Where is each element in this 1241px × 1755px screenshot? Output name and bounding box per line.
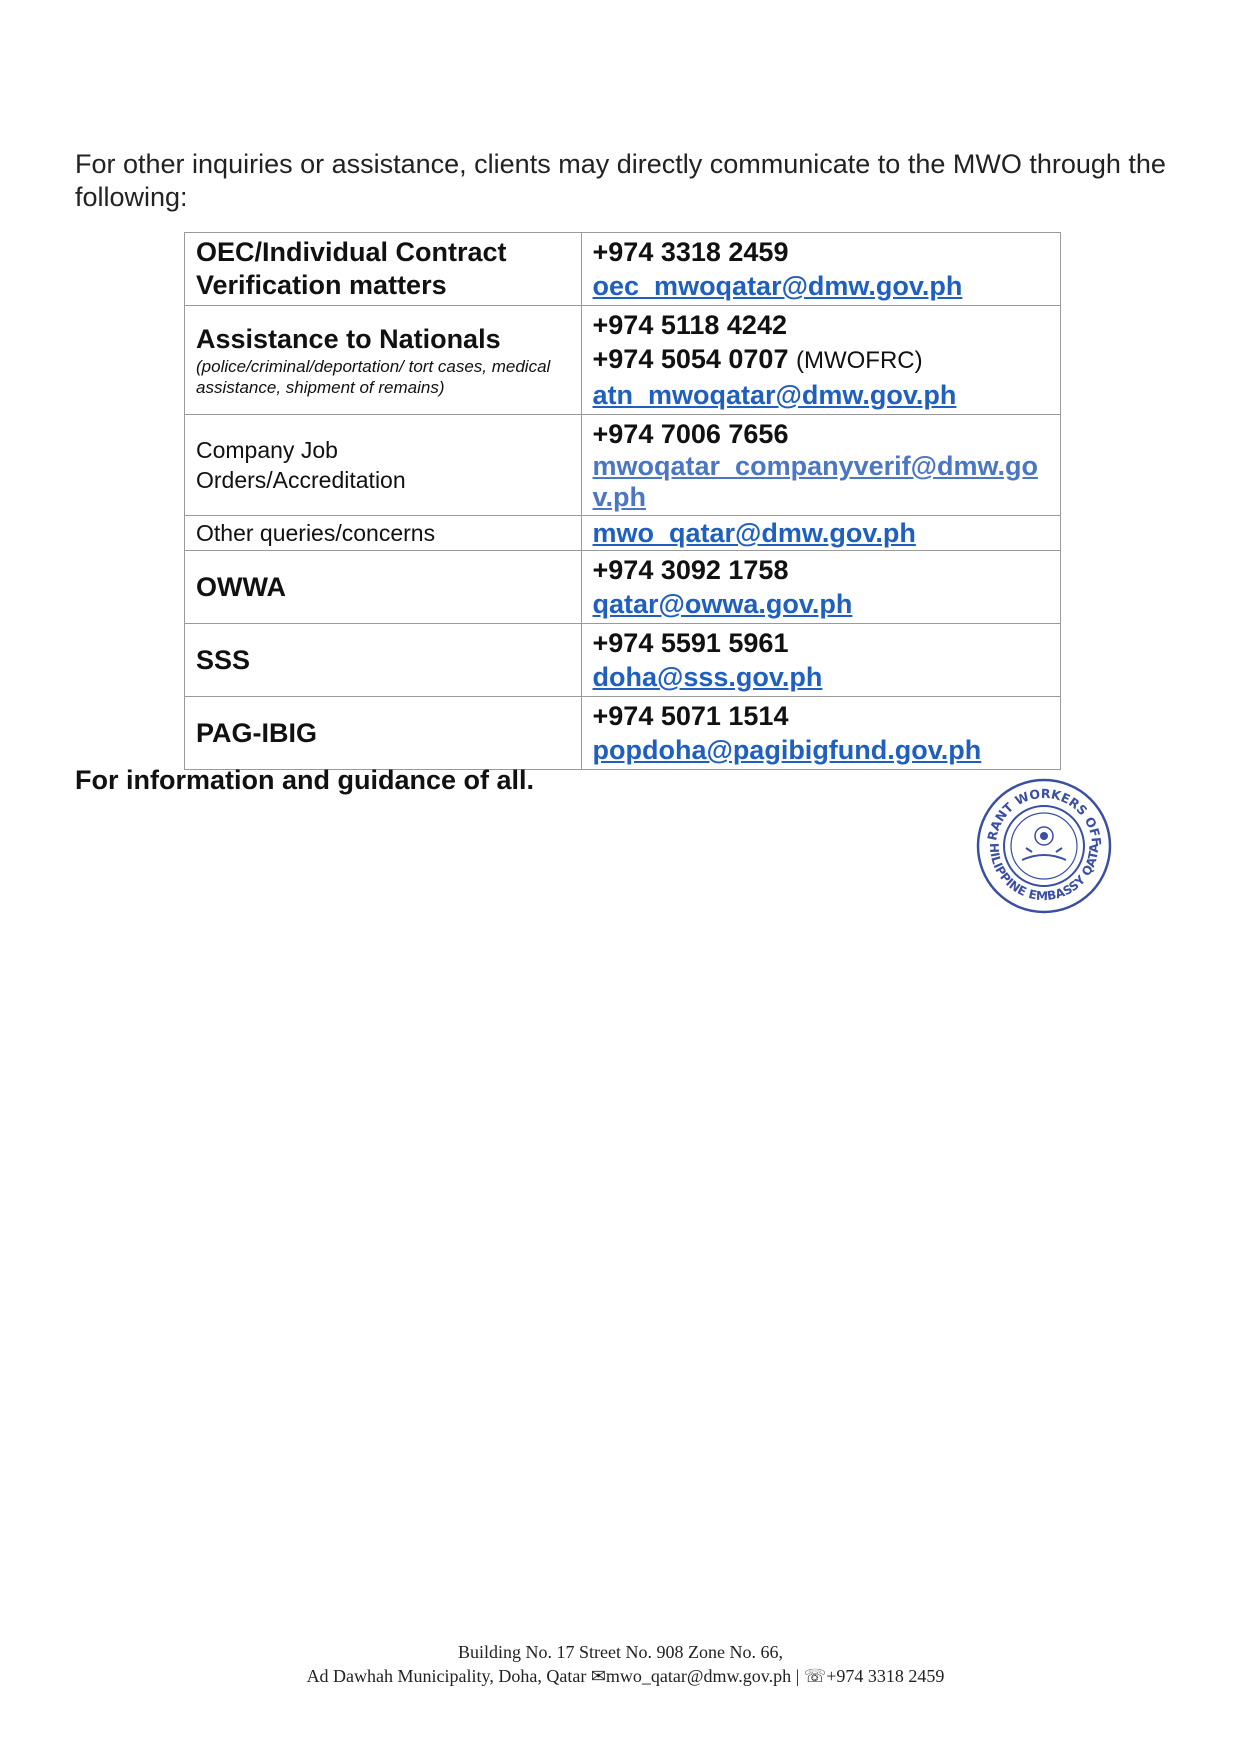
footer-address-line1: Building No. 17 Street No. 908 Zone No. 66, — [458, 1642, 783, 1662]
value-cell — [581, 697, 1060, 770]
email-link[interactable]: mwo_qatar@dmw.gov.ph — [592, 518, 916, 548]
row-label: SSS — [196, 644, 251, 675]
value-cell — [581, 415, 1060, 516]
seal-emblem-icon — [974, 776, 1114, 916]
row-label: Assistance to Nationals — [196, 323, 501, 354]
row-note: (police/criminal/deportation/ tort cases, medical assistance, shipment of remains) — [196, 356, 551, 397]
envelope-icon: ✉ — [590, 1666, 606, 1686]
label-cell — [185, 697, 582, 770]
phone-number-text: +974 5054 0707 — [592, 344, 789, 374]
label-cell — [185, 415, 582, 516]
table-row — [185, 415, 1061, 516]
value-cell — [581, 624, 1060, 697]
telephone-icon: ☏ — [803, 1666, 827, 1686]
label-cell — [185, 233, 582, 306]
phone-number — [593, 342, 1050, 378]
table-row — [185, 697, 1061, 770]
phone-number: +974 5118 4242 — [592, 310, 787, 340]
phone-number: +974 7006 7656 — [592, 419, 789, 449]
footer-email[interactable]: mwo_qatar@dmw.gov.ph — [605, 1666, 792, 1686]
phone-number: +974 3092 1758 — [592, 555, 789, 585]
row-label: OWWA — [196, 571, 286, 602]
value-cell — [581, 233, 1060, 306]
email-link[interactable]: popdoha@pagibigfund.gov.ph — [592, 735, 982, 765]
email-link[interactable]: atn_mwoqatar@dmw.gov.ph — [592, 380, 957, 410]
table-row — [185, 624, 1061, 697]
footer-separator: | — [795, 1666, 800, 1686]
value-cell — [581, 306, 1060, 415]
email-link[interactable]: qatar@owwa.gov.ph — [592, 589, 853, 619]
value-cell — [581, 551, 1060, 624]
email-link[interactable]: oec_mwoqatar@dmw.gov.ph — [592, 271, 963, 301]
phone-number: +974 3318 2459 — [592, 237, 789, 267]
footer-address-text: Ad Dawhah Municipality, Doha, Qatar — [306, 1666, 587, 1686]
label-cell — [185, 306, 582, 415]
page-footer — [0, 1640, 1241, 1688]
row-label: PAG-IBIG — [196, 717, 317, 748]
phone-number: +974 5591 5961 — [592, 628, 789, 658]
row-label: Other queries/concerns — [196, 520, 436, 546]
footer-phone: +974 3318 2459 — [826, 1666, 945, 1686]
value-cell — [581, 516, 1060, 551]
table-row — [185, 516, 1061, 551]
office-seal — [974, 776, 1114, 916]
phone-tag: (MWOFRC) — [795, 347, 923, 374]
ribbon-icon — [1022, 855, 1066, 860]
phone-number: +974 5071 1514 — [592, 701, 789, 731]
closing-statement: For information and guidance of all. — [75, 765, 535, 795]
sun-core-icon — [1040, 832, 1048, 840]
seal-inner-ring — [1004, 806, 1084, 886]
row-label: Company Job Orders/Accreditation — [196, 437, 406, 493]
email-link[interactable]: mwoqatar_companyverif@dmw.gov.ph — [592, 451, 1038, 512]
emblem-detail-icon — [1026, 848, 1062, 852]
seal-core-ring — [1011, 813, 1077, 879]
seal-top-text: RANT WORKERS OFF — [984, 785, 1105, 847]
table-row — [185, 306, 1061, 415]
contacts-table — [184, 232, 1061, 770]
label-cell — [185, 624, 582, 697]
seal-bottom-text: HILIPPINE EMBASSY QATA — [986, 842, 1102, 904]
label-cell — [185, 516, 582, 551]
label-cell — [185, 551, 582, 624]
footer-address-line2 — [0, 1664, 1241, 1688]
intro-paragraph: For other inquiries or assistance, clients may directly communicate to the MWO through the following: — [75, 149, 1166, 212]
table-row — [185, 233, 1061, 306]
email-link[interactable]: doha@sss.gov.ph — [592, 662, 823, 692]
table-row — [185, 551, 1061, 624]
row-label: OEC/Individual Contract Verification matters — [196, 237, 507, 300]
